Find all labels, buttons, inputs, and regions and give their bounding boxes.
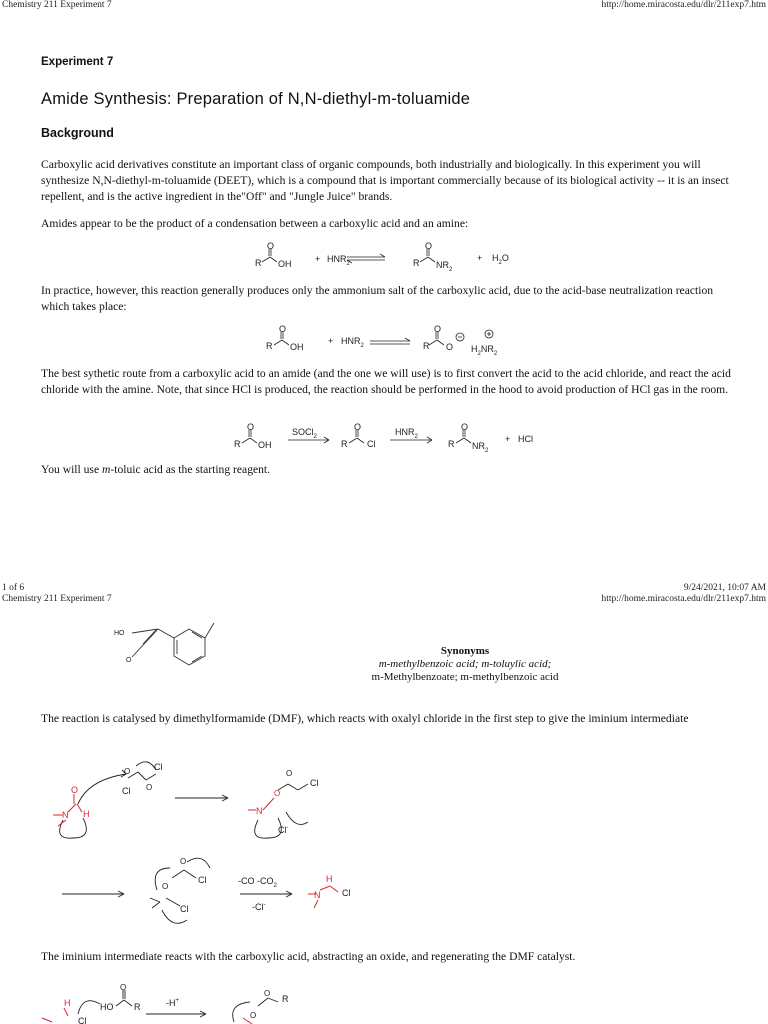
print-footer-datetime: 9/24/2021, 10:07 AM bbox=[683, 583, 766, 593]
dmf-mechanism-step-1 bbox=[38, 760, 338, 840]
print-header-url[interactable]: http://home.miracosta.edu/dlr/211exp7.htm bbox=[601, 0, 766, 10]
o-label: O bbox=[180, 857, 187, 866]
ho-label: HO bbox=[114, 630, 125, 637]
plus-sign: + bbox=[315, 254, 321, 264]
socl2-label: SOCl$_2$ bbox=[292, 427, 317, 440]
o-label: O bbox=[146, 783, 153, 792]
oh-label: OH bbox=[258, 440, 272, 450]
paragraph-condensation: Amides appear to be the product of a condensation between a carboxylic acid and an amine: bbox=[41, 217, 469, 230]
o-label: O bbox=[264, 989, 271, 998]
paragraph-iminium: The iminium intermediate reacts with the carboxylic acid, abstracting an oxide, and regenerating the DMF catalyst. bbox=[41, 950, 576, 963]
cl-label: Cl bbox=[342, 888, 351, 898]
ammonium-salt-scheme bbox=[266, 325, 526, 357]
paragraph-intro: Carboxylic acid derivatives constitute an important class of organic compounds, both industrially and biologically. In this experiment you will synthesize N,N-diethyl-m-toluamide (DEET), which is a compound that is important commercially because of its biological activity -- it is an insect repellent, and is the active ingredient in the"Off" and "Jungle Juice" brands. bbox=[41, 158, 729, 203]
o-label: O bbox=[354, 422, 362, 432]
o-label: O bbox=[162, 882, 169, 891]
print-header-title: Chemistry 211 Experiment 7 bbox=[2, 594, 112, 604]
h-label: H bbox=[326, 874, 333, 884]
oh-label: OH bbox=[278, 259, 292, 269]
o-label: O bbox=[267, 241, 275, 251]
plus-sign: + bbox=[328, 336, 334, 346]
o-label: O bbox=[71, 785, 79, 795]
o-label: O bbox=[124, 767, 131, 776]
m-toluic-acid-structure bbox=[112, 605, 222, 685]
paragraph-starting-reagent: You will use m-toluic acid as the starting reagent. bbox=[41, 463, 271, 476]
h2nr2-label: $H_2NR_2$ bbox=[471, 344, 498, 357]
paragraph-dmf-catalysis: The reaction is catalysed by dimethylformamide (DMF), which reacts with oxalyl chloride in the first step to give the iminium intermediate bbox=[41, 712, 689, 725]
n-label: N bbox=[256, 806, 263, 816]
o-label: O bbox=[247, 422, 255, 432]
experiment-label: Experiment 7 bbox=[41, 56, 114, 68]
synonyms-line-1: m-methylbenzoic acid; m-toluylic acid; bbox=[378, 658, 552, 670]
synonyms-line-2: m-Methylbenzoate; m-methylbenzoic acid bbox=[371, 671, 559, 683]
minus-cl-label: -Cl- bbox=[252, 902, 266, 912]
paragraph-ammonium-salt: In practice, however, this reaction generally produces only the ammonium salt of the carboxylic acid, due to the acid-base neutralization reaction which takes place: bbox=[41, 284, 714, 313]
ho-label: HO bbox=[100, 1002, 114, 1012]
nr2-label: $NR_2$ bbox=[436, 260, 453, 273]
o-label: O bbox=[286, 769, 293, 778]
o-label: O bbox=[279, 324, 287, 334]
iminium-mechanism-step-3 bbox=[38, 984, 308, 1024]
o-label: O bbox=[434, 324, 442, 334]
plus-sign: + bbox=[505, 434, 511, 444]
o-label: O bbox=[274, 789, 281, 798]
condensation-scheme bbox=[255, 243, 555, 273]
acid-chloride-scheme bbox=[234, 423, 554, 455]
h-label: H bbox=[83, 809, 90, 819]
synonyms-heading: Synonyms bbox=[440, 645, 490, 657]
n-label: N bbox=[314, 890, 321, 900]
print-footer-page: 1 of 6 bbox=[2, 583, 25, 593]
dmf-mechanism-step-2 bbox=[62, 850, 382, 940]
o-label: O bbox=[461, 422, 469, 432]
r-label: R bbox=[282, 994, 289, 1004]
cl-label: Cl bbox=[310, 778, 319, 788]
cl-label: Cl bbox=[78, 1016, 87, 1024]
r-label: R bbox=[423, 341, 430, 351]
paragraph-synthetic-route: The best sythetic route from a carboxylic acid to an amide (and the one we will use) is to first convert the acid to the acid chloride, and react the acid chloride with the amine. Note, that since HCl is produced, the reaction should be performed in the hood to avoid production of HCl gas in the room. bbox=[41, 367, 731, 396]
r-label: R bbox=[234, 439, 241, 449]
r-label: R bbox=[341, 439, 348, 449]
cl-label: Cl bbox=[154, 762, 163, 772]
r-label: R bbox=[266, 341, 273, 351]
hcl-label: HCl bbox=[518, 434, 533, 444]
plus-sign: + bbox=[477, 253, 483, 263]
water-label: $H_2O$ bbox=[492, 253, 509, 266]
r-label: R bbox=[255, 258, 262, 268]
o-label: O bbox=[126, 657, 132, 664]
cl-minus-label: Cl- bbox=[278, 825, 289, 835]
synonyms-box bbox=[340, 645, 590, 684]
cl-label: Cl bbox=[198, 875, 207, 885]
background-heading: Background bbox=[41, 126, 114, 140]
hnr2-label: $HNR_2$ bbox=[327, 254, 350, 267]
o-label: O bbox=[250, 1011, 257, 1020]
o-label: O bbox=[425, 241, 433, 251]
r-label: R bbox=[134, 1002, 141, 1012]
hnr2-label: $HNR_2$ bbox=[395, 427, 418, 440]
cl-label: Cl bbox=[122, 786, 131, 796]
minus-h-label: -H+ bbox=[166, 998, 180, 1008]
o-label: O bbox=[446, 342, 454, 352]
co-co2-label: -CO $-CO_2$ bbox=[238, 876, 277, 889]
r-label: R bbox=[448, 439, 455, 449]
cl-label: Cl bbox=[180, 904, 189, 914]
page-title: Amide Synthesis: Preparation of N,N-diethyl-m-toluamide bbox=[41, 90, 471, 108]
print-header-url[interactable]: http://home.miracosta.edu/dlr/211exp7.htm bbox=[601, 594, 766, 604]
oh-label: OH bbox=[290, 342, 304, 352]
h-label: H bbox=[64, 998, 71, 1008]
hnr2-label: $HNR_2$ bbox=[341, 336, 364, 349]
nr2-label: $NR_2$ bbox=[472, 441, 489, 454]
print-header-title: Chemistry 211 Experiment 7 bbox=[2, 0, 112, 10]
o-label: O bbox=[120, 983, 127, 992]
n-label: N bbox=[62, 810, 69, 820]
cl-label: Cl bbox=[367, 439, 376, 449]
r-label: R bbox=[413, 258, 420, 268]
